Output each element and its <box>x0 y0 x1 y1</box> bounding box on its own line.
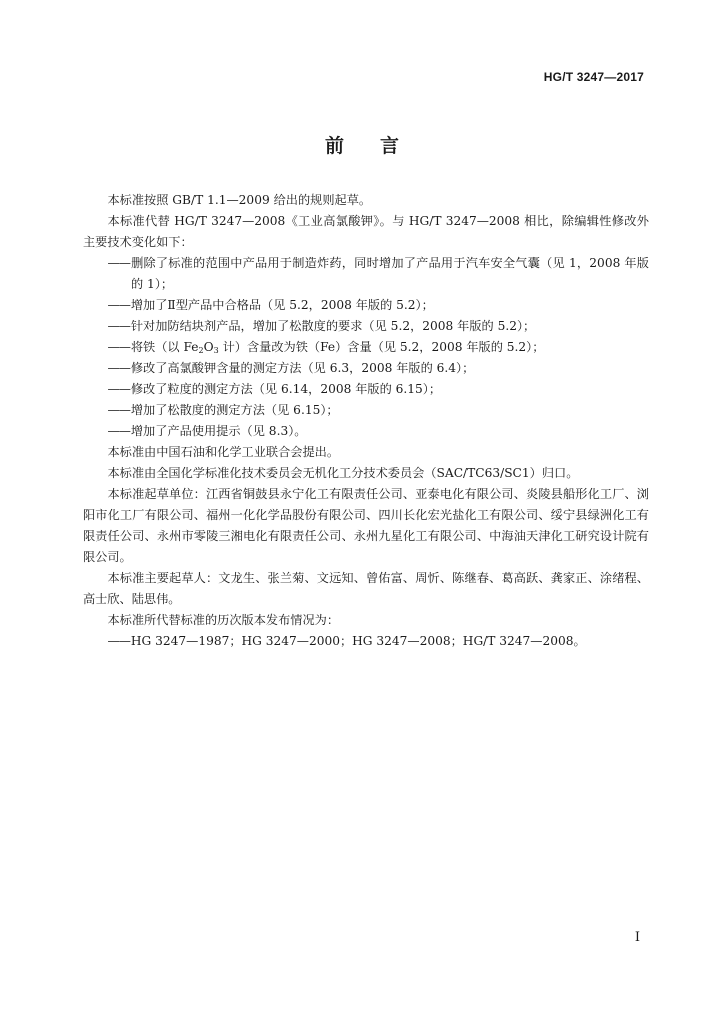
standard-code: HG/T 3247—2017 <box>543 70 644 84</box>
change-item <box>83 379 649 400</box>
list-dash: —— <box>107 319 130 333</box>
replacement-paragraph: 本标准代替 HG/T 3247—2008《工业高氯酸钾》。与 HG/T 3247—2008 相比，除编辑性修改外主要技术变化如下： <box>83 214 649 249</box>
history-item <box>83 631 649 652</box>
change-item <box>83 337 649 358</box>
list-dash: —— <box>107 382 130 396</box>
foreword-body <box>83 190 649 652</box>
drafters-paragraph: 本标准主要起草人：文龙生、张兰菊、文远知、曾佑富、周忻、陈继春、葛高跃、龚家正、涂绪程、高士欣、陆思伟。 <box>83 571 649 606</box>
change-text: 修改了粒度的测定方法（见 6.14，2008 年版的 6.15）； <box>130 382 442 396</box>
drafting-units-paragraph: 本标准起草单位：江西省铜鼓县永宁化工有限责任公司、亚泰电化有限公司、炎陵县船形化工厂、浏阳市化工厂有限公司、福州一化化学品股份有限公司、四川长化宏光盐化工有限公司、绥宁县绿洲化工有限责任公司、永州市零陵三湘电化有限责任公司、永州九星化工有限公司、中海油天津化工研究设计院有限公司。 <box>83 487 649 564</box>
list-dash: —— <box>107 634 130 648</box>
change-item <box>83 295 649 316</box>
list-dash: —— <box>107 424 130 438</box>
change-text: 针对加防结块剂产品，增加了松散度的要求（见 5.2，2008 年版的 5.2）； <box>130 319 536 333</box>
subscript: 2 <box>198 346 204 355</box>
change-text: 增加了松散度的测定方法（见 6.15）； <box>130 403 339 417</box>
proposer-paragraph: 本标准由中国石油和化学工业联合会提出。 <box>107 445 340 459</box>
history-intro-paragraph: 本标准所代替标准的历次版本发布情况为： <box>107 613 340 627</box>
change-item <box>83 358 649 379</box>
change-text: 修改了高氯酸钾含量的测定方法（见 6.3，2008 年版的 6.4）； <box>130 361 475 375</box>
page-title: 前言 <box>324 135 435 157</box>
change-text-pre: 将铁（以 Fe <box>130 340 199 354</box>
change-text-post: 计）含量改为铁（Fe）含量（见 5.2，2008 年版的 5.2）； <box>218 340 545 354</box>
list-dash: —— <box>107 361 130 375</box>
committee-paragraph: 本标准由全国化学标准化技术委员会无机化工分技术委员会（SAC/TC63/SC1）归口。 <box>107 466 579 480</box>
subscript: 3 <box>213 346 219 355</box>
list-dash: —— <box>107 256 130 270</box>
change-item <box>83 421 649 442</box>
history-text: HG 3247—1987；HG 3247—2000；HG 3247—2008；HG/T 3247—2008。 <box>130 634 586 648</box>
change-text-mid: O <box>203 340 214 354</box>
change-item <box>83 253 649 295</box>
drafting-rules-paragraph: 本标准按照 GB/T 1.1—2009 给出的规则起草。 <box>107 193 372 207</box>
change-item <box>83 400 649 421</box>
change-text: 删除了标准的范围中产品用于制造炸药，同时增加了产品用于汽车安全气囊（见 1，2008 年版的 1）； <box>130 256 649 291</box>
change-text: 增加了产品使用提示（见 8.3）。 <box>130 424 307 438</box>
list-dash: —— <box>107 403 130 417</box>
change-text: 增加了Ⅱ型产品中合格品（见 5.2，2008 年版的 5.2）； <box>130 298 434 312</box>
change-item <box>83 316 649 337</box>
list-dash: —— <box>107 340 130 354</box>
page-number: I <box>634 930 640 945</box>
list-dash: —— <box>107 298 130 312</box>
